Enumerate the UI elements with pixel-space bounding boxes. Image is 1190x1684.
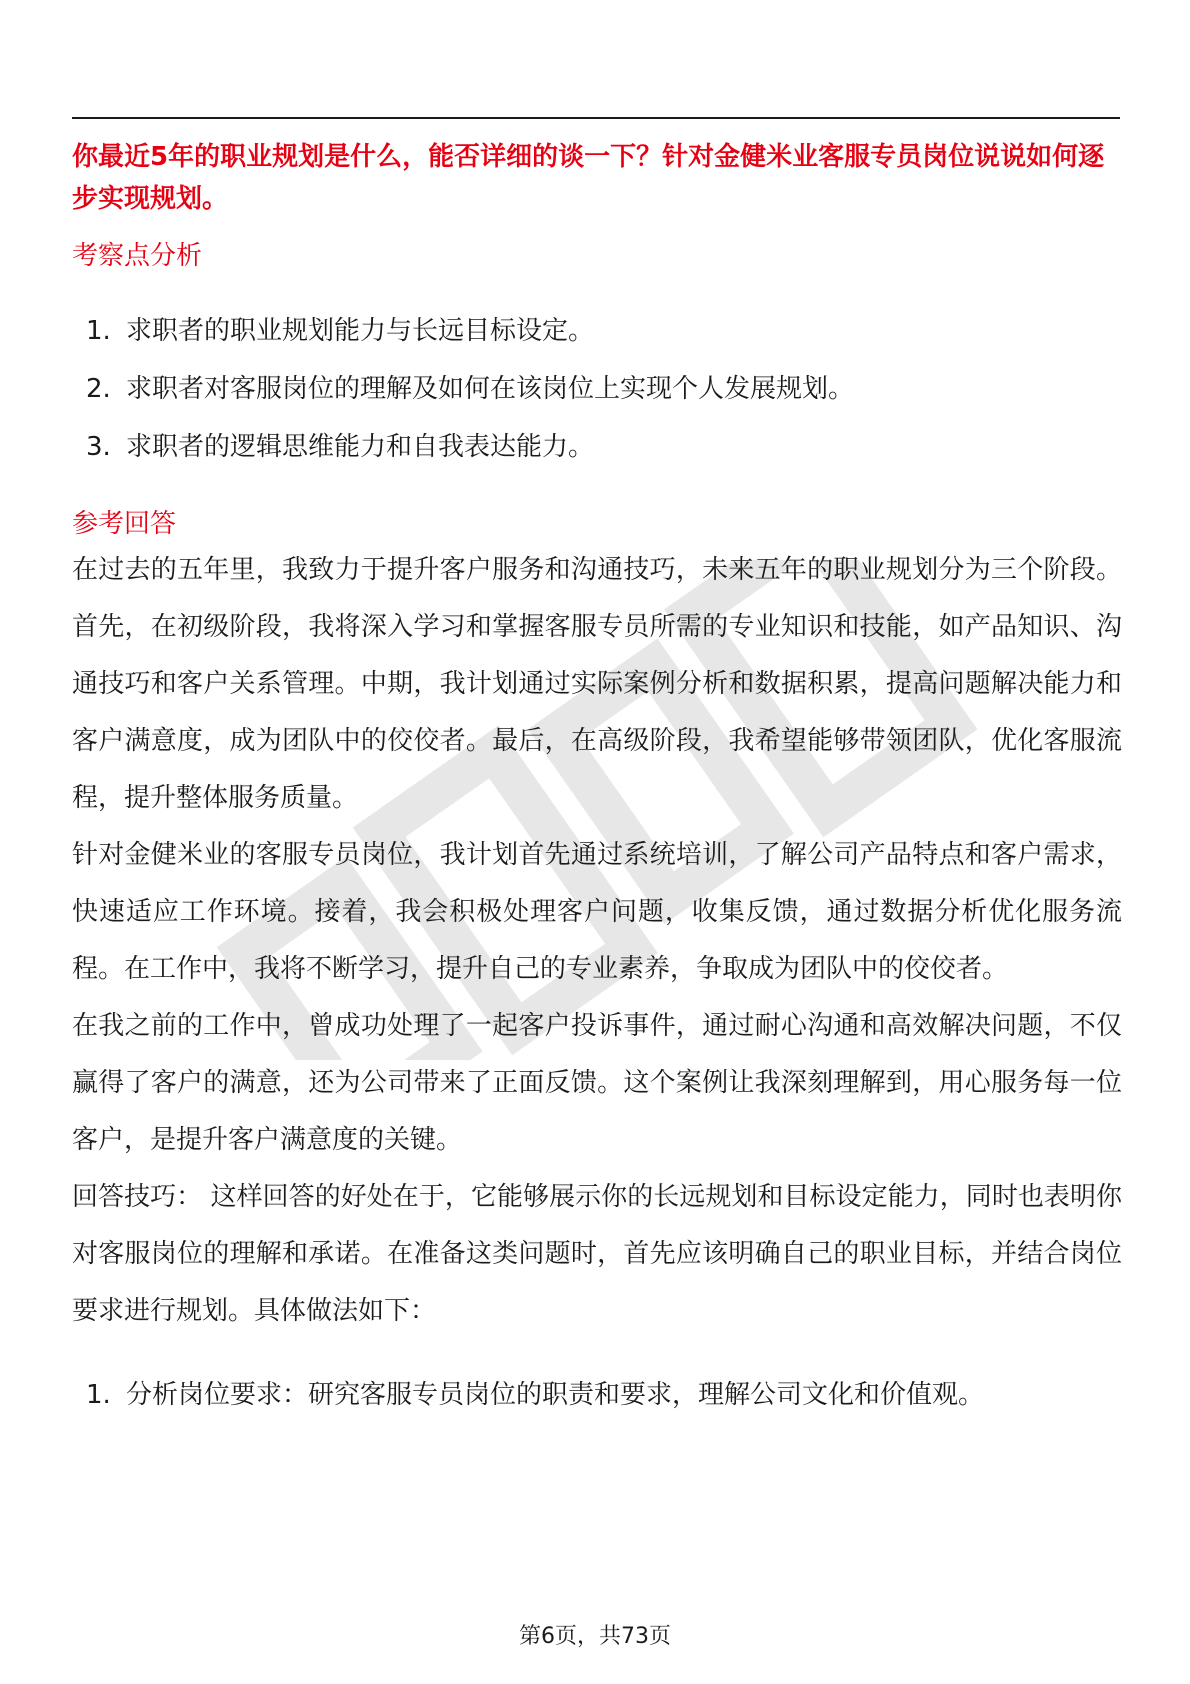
answer-paragraph: 在过去的五年里，我致力于提升客户服务和沟通技巧，未来五年的职业规划分为三个阶段。首先，在初级阶段，我将深入学习和掌握客服专员所需的专业知识和技能，如产品知识、沟通技巧和客户关系管理。中期，我计划通过实际案例分析和数据积累，提高问题解决能力和客户满意度，成为团队中的佼佼者。最后，在高级阶段，我希望能够带领团队，优化客服流程，提升整体服务质量。 — [72, 555, 1122, 813]
analysis-list — [72, 302, 1122, 476]
list-item — [72, 360, 1122, 418]
list-item-text: 求职者的职业规划能力与长远目标设定。 — [126, 316, 595, 346]
list-item — [72, 1366, 1122, 1424]
answer-tips-paragraph: 回答技巧： 这样回答的好处在于，它能够展示你的长远规划和目标设定能力，同时也表明你对客服岗位的理解和承诺。在准备这类问题时，首先应该明确自己的职业目标，并结合岗位要求进行规划。具体做法如下： — [72, 1182, 1122, 1326]
header-rule — [72, 117, 1120, 119]
list-item-number: 2. — [86, 374, 111, 404]
list-item-number: 3. — [86, 432, 111, 462]
list-item-number: 1. — [86, 316, 111, 346]
analysis-heading: 考察点分析 — [72, 241, 203, 271]
list-item-number: 1. — [86, 1380, 111, 1410]
list-item-text: 求职者对客服岗位的理解及如何在该岗位上实现个人发展规划。 — [126, 374, 855, 404]
document-content — [72, 136, 1122, 1424]
question-title: 你最近5年的职业规划是什么，能否详细的谈一下？针对金健米业客服专员岗位说说如何逐步实现规划。 — [72, 142, 1105, 214]
answer-heading: 参考回答 — [72, 509, 177, 539]
answer-paragraph: 针对金健米业的客服专员岗位，我计划首先通过系统培训，了解公司产品特点和客户需求，快速适应工作环境。接着，我会积极处理客户问题，收集反馈，通过数据分析优化服务流程。在工作中，我将不断学习，提升自己的专业素养，争取成为团队中的佼佼者。 — [72, 840, 1122, 984]
tips-list — [72, 1366, 1122, 1424]
answer-paragraph: 在我之前的工作中，曾成功处理了一起客户投诉事件，通过耐心沟通和高效解决问题，不仅赢得了客户的满意，还为公司带来了正面反馈。这个案例让我深刻理解到，用心服务每一位客户，是提升客户满意度的关键。 — [72, 1011, 1122, 1155]
page-number: 第6页，共73页 — [519, 1624, 671, 1649]
list-item-text: 求职者的逻辑思维能力和自我表达能力。 — [126, 432, 595, 462]
list-item-text: 分析岗位要求：研究客服专员岗位的职责和要求，理解公司文化和价值观。 — [126, 1380, 985, 1410]
list-item — [72, 302, 1122, 360]
list-item — [72, 418, 1122, 476]
